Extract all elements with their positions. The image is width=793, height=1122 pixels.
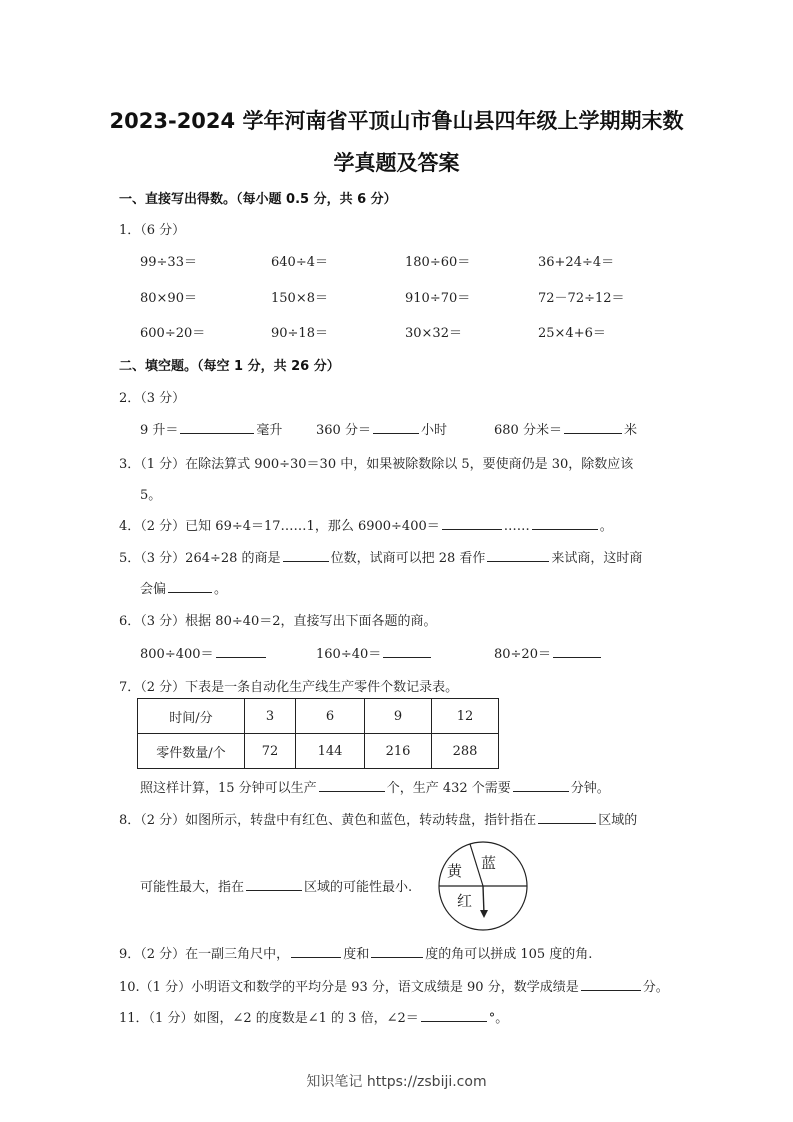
answer-blank[interactable] bbox=[319, 779, 385, 792]
calc-item: 600÷20＝ bbox=[140, 326, 206, 341]
page-title-line2: 学真题及答案 bbox=[333, 151, 460, 175]
calc-item: 150×8＝ bbox=[271, 291, 328, 306]
answer-blank[interactable] bbox=[581, 978, 641, 991]
q11-text: 11．（1 分）如图，∠2 的度数是∠1 的 3 倍，∠2＝ bbox=[119, 1011, 419, 1026]
q6-b bbox=[316, 643, 433, 662]
q8-end: 区域的 bbox=[598, 813, 638, 828]
q8-text: 8．（2 分）如图所示，转盘中有红色、黄色和蓝色，转动转盘，指针指在 bbox=[119, 813, 537, 828]
table-cell: 时间/分 bbox=[138, 699, 245, 734]
q7-follow bbox=[140, 777, 610, 796]
q2-b-unit: 小时 bbox=[420, 423, 447, 438]
q2-row bbox=[140, 419, 282, 438]
calc-item: 640÷4＝ bbox=[271, 255, 328, 270]
table-cell: 零件数量/个 bbox=[138, 734, 245, 769]
q10-line bbox=[119, 976, 669, 995]
q5-line2-end: 。 bbox=[214, 582, 228, 597]
q2-row-c bbox=[494, 419, 637, 438]
q1-label: 1．（6 分） bbox=[119, 223, 186, 238]
q7-text: 7．（2 分）下表是一条自动化生产线生产零件个数记录表。 bbox=[119, 680, 459, 695]
calc-item: 910÷70＝ bbox=[405, 291, 471, 306]
spinner-pointer bbox=[483, 886, 484, 914]
q6-a-expr: 800÷400＝ bbox=[140, 647, 214, 662]
footer-link[interactable]: 知识笔记 https://zsbiji.com bbox=[306, 1074, 487, 1090]
answer-blank[interactable] bbox=[421, 1009, 487, 1022]
spinner-label-blue: 蓝 bbox=[481, 854, 497, 872]
q9-line bbox=[119, 943, 592, 962]
q6-c-expr: 80÷20＝ bbox=[494, 647, 551, 662]
answer-blank[interactable] bbox=[553, 645, 601, 658]
q11-line bbox=[119, 1007, 508, 1026]
answer-blank[interactable] bbox=[283, 549, 329, 562]
q5-mid1: 位数，试商可以把 28 看作 bbox=[330, 551, 486, 566]
calc-item: 25×4+6＝ bbox=[538, 326, 606, 341]
q7-follow-text: 照这样计算，15 分钟可以生产 bbox=[140, 781, 317, 796]
q8-line1 bbox=[119, 809, 637, 828]
q10-text: 10.（1 分）小明语文和数学的平均分是 93 分，语文成绩是 90 分，数学成绩是 bbox=[119, 980, 579, 995]
q3-line1: 3．（1 分）在除法算式 900÷30＝30 中，如果被除数除以 5，要使商仍是 30，除数应该 bbox=[119, 457, 634, 472]
q5-line2-text: 会偏 bbox=[140, 582, 167, 597]
page-title-line1: 2023-2024 学年河南省平顶山市鲁山县四年级上学期期末数 bbox=[109, 109, 684, 133]
answer-blank[interactable] bbox=[180, 421, 254, 434]
answer-blank[interactable] bbox=[513, 779, 569, 792]
q9-mid: 度和 bbox=[343, 947, 370, 962]
q5-text: 5．（3 分）264÷28 的商是 bbox=[119, 551, 281, 566]
calc-item: 30×32＝ bbox=[405, 326, 462, 341]
q2-label: 2．（3 分） bbox=[119, 391, 186, 406]
q4-end: 。 bbox=[599, 519, 613, 534]
q4-text: 4．（2 分）已知 69÷4＝17……1，那么 6900÷400＝ bbox=[119, 519, 440, 534]
q8-line2-end: 区域的可能性最小. bbox=[304, 880, 413, 895]
q7-follow-mid: 个，生产 432 个需要 bbox=[386, 781, 511, 796]
calc-item: 90÷18＝ bbox=[271, 326, 328, 341]
section2-heading: 二、填空题。（每空 1 分，共 26 分） bbox=[119, 359, 340, 374]
section1-heading: 一、直接写出得数。（每小题 0.5 分，共 6 分） bbox=[119, 192, 397, 207]
answer-blank[interactable] bbox=[168, 580, 212, 593]
answer-blank[interactable] bbox=[383, 645, 431, 658]
q2-c-unit: 米 bbox=[623, 423, 637, 438]
answer-blank[interactable] bbox=[532, 517, 598, 530]
answer-blank[interactable] bbox=[371, 945, 423, 958]
calc-item: 99÷33＝ bbox=[140, 255, 197, 270]
q2-a-unit: 毫升 bbox=[256, 423, 283, 438]
q5-line1 bbox=[119, 547, 642, 566]
q6-a bbox=[140, 643, 268, 662]
table-cell: 3 bbox=[245, 699, 296, 734]
q4-line bbox=[119, 515, 613, 534]
spinner-label-red: 红 bbox=[457, 892, 473, 910]
table-cell: 144 bbox=[296, 734, 365, 769]
q2-row-b bbox=[316, 419, 447, 438]
answer-blank[interactable] bbox=[216, 645, 266, 658]
answer-blank[interactable] bbox=[538, 811, 596, 824]
answer-blank[interactable] bbox=[291, 945, 341, 958]
table-cell: 288 bbox=[432, 734, 499, 769]
calc-item: 180÷60＝ bbox=[405, 255, 471, 270]
q6-b-expr: 160÷40＝ bbox=[316, 647, 382, 662]
q2-c: 680 分米＝ bbox=[494, 423, 562, 438]
table-cell: 6 bbox=[296, 699, 365, 734]
calc-item: 72－72÷12＝ bbox=[538, 291, 625, 306]
q8-line2 bbox=[140, 876, 412, 895]
calc-item: 36+24÷4＝ bbox=[538, 255, 615, 270]
q9-end: 度的角可以拼成 105 度的角. bbox=[425, 947, 593, 962]
calc-item: 80×90＝ bbox=[140, 291, 197, 306]
q5-line2 bbox=[140, 578, 227, 597]
q3-line2: 5。 bbox=[140, 488, 162, 503]
table-cell: 216 bbox=[365, 734, 432, 769]
answer-blank[interactable] bbox=[246, 878, 302, 891]
q6-c bbox=[494, 643, 603, 662]
q9-text: 9．（2 分）在一副三角尺中， bbox=[119, 947, 290, 962]
spinner-label-yellow: 黄 bbox=[447, 862, 463, 880]
q7-follow-end: 分钟。 bbox=[570, 781, 610, 796]
table-cell: 12 bbox=[432, 699, 499, 734]
table-row bbox=[138, 734, 499, 769]
spinner-figure bbox=[437, 840, 529, 932]
q2-a: 9 升＝ bbox=[140, 423, 179, 438]
production-table bbox=[137, 698, 499, 769]
q6-text: 6．（3 分）根据 80÷40＝2，直接写出下面各题的商。 bbox=[119, 614, 437, 629]
q2-b: 360 分＝ bbox=[316, 423, 371, 438]
table-row bbox=[138, 699, 499, 734]
answer-blank[interactable] bbox=[373, 421, 419, 434]
q8-line2-text: 可能性最大，指在 bbox=[140, 880, 245, 895]
answer-blank[interactable] bbox=[487, 549, 549, 562]
table-cell: 9 bbox=[365, 699, 432, 734]
table-cell: 72 bbox=[245, 734, 296, 769]
answer-blank[interactable] bbox=[442, 517, 502, 530]
answer-blank[interactable] bbox=[564, 421, 622, 434]
q10-end: 分。 bbox=[642, 980, 669, 995]
q11-end: °。 bbox=[488, 1011, 509, 1026]
q5-mid2: 来试商，这时商 bbox=[551, 551, 643, 566]
q4-mid: …… bbox=[503, 519, 530, 534]
